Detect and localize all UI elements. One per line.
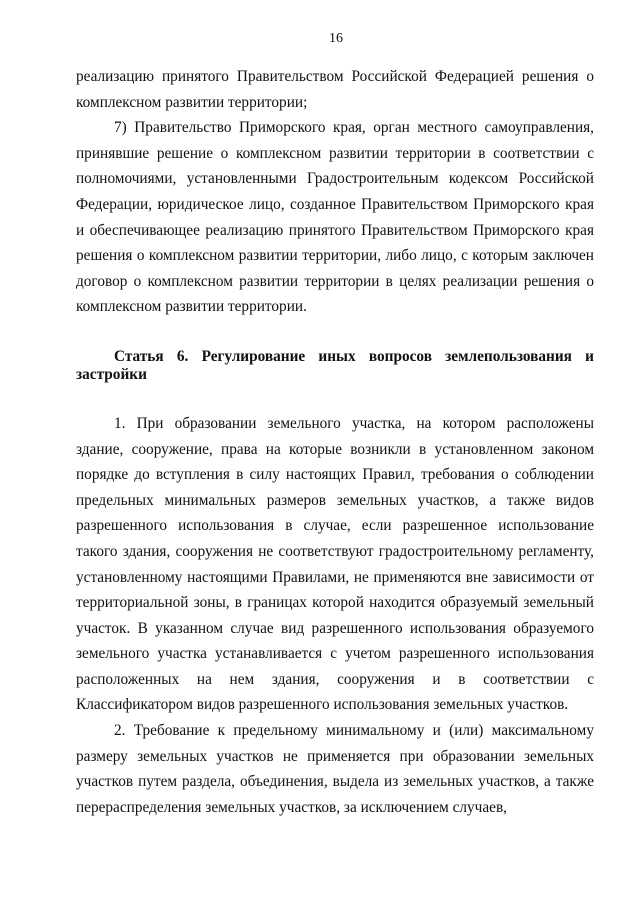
article-6-heading: Статья 6. Регулирование иных вопросов землепользования и застройки	[76, 347, 594, 383]
page-number: 16	[329, 31, 343, 46]
paragraph-article-6-item-2: 2. Требование к предельному минимальному и (или) максимальному размеру земельных участков не применяется при образовании земельных участков путем раздела, объединения, выдела из земельных участков, а также перераспределения земельных участков, за исключением случаев,	[76, 722, 594, 816]
page-content	[76, 64, 594, 820]
paragraph-item-7: 7) Правительство Приморского края, орган местного самоуправления, принявшие решение о комплексном развитии территории в соответствии с полномочиями, установленными Градостроительным кодексом Российской Федерации, юридическое лицо, созданное Правительством Приморского края и обеспечивающее реализацию принятого Правительством Приморского края решения о комплексном развитии территории, либо лицо, с которым заключен договор о комплексном развитии территории в целях реализации решения о комплексном развитии территории.	[76, 119, 594, 316]
paragraph-continuation: реализацию принятого Правительством Российской Федерацией решения о комплексном развитии территории;	[76, 68, 594, 111]
paragraph-article-6-item-1: 1. При образовании земельного участка, на котором расположены здание, сооружение, права на которые возникли в установленном законом порядке до вступления в силу настоящих Правил, требования о соблюдении предельных минимальных размеров земельных участков, а также видов разрешенного использования в случае, если разрешенное использование такого здания, сооружения не соответствуют градостроительному регламенту, установленному настоящими Правилами, не применяются вне зависимости от территориальной зоны, в границах которой находится образуемый земельный участок. В указанном случае вид разрешенного использования образуемого земельного участка устанавливается с учетом разрешенного использования расположенных на нем здания, сооружения и в соответствии с Классификатором видов разрешенного использования земельных участков.	[76, 414, 594, 714]
